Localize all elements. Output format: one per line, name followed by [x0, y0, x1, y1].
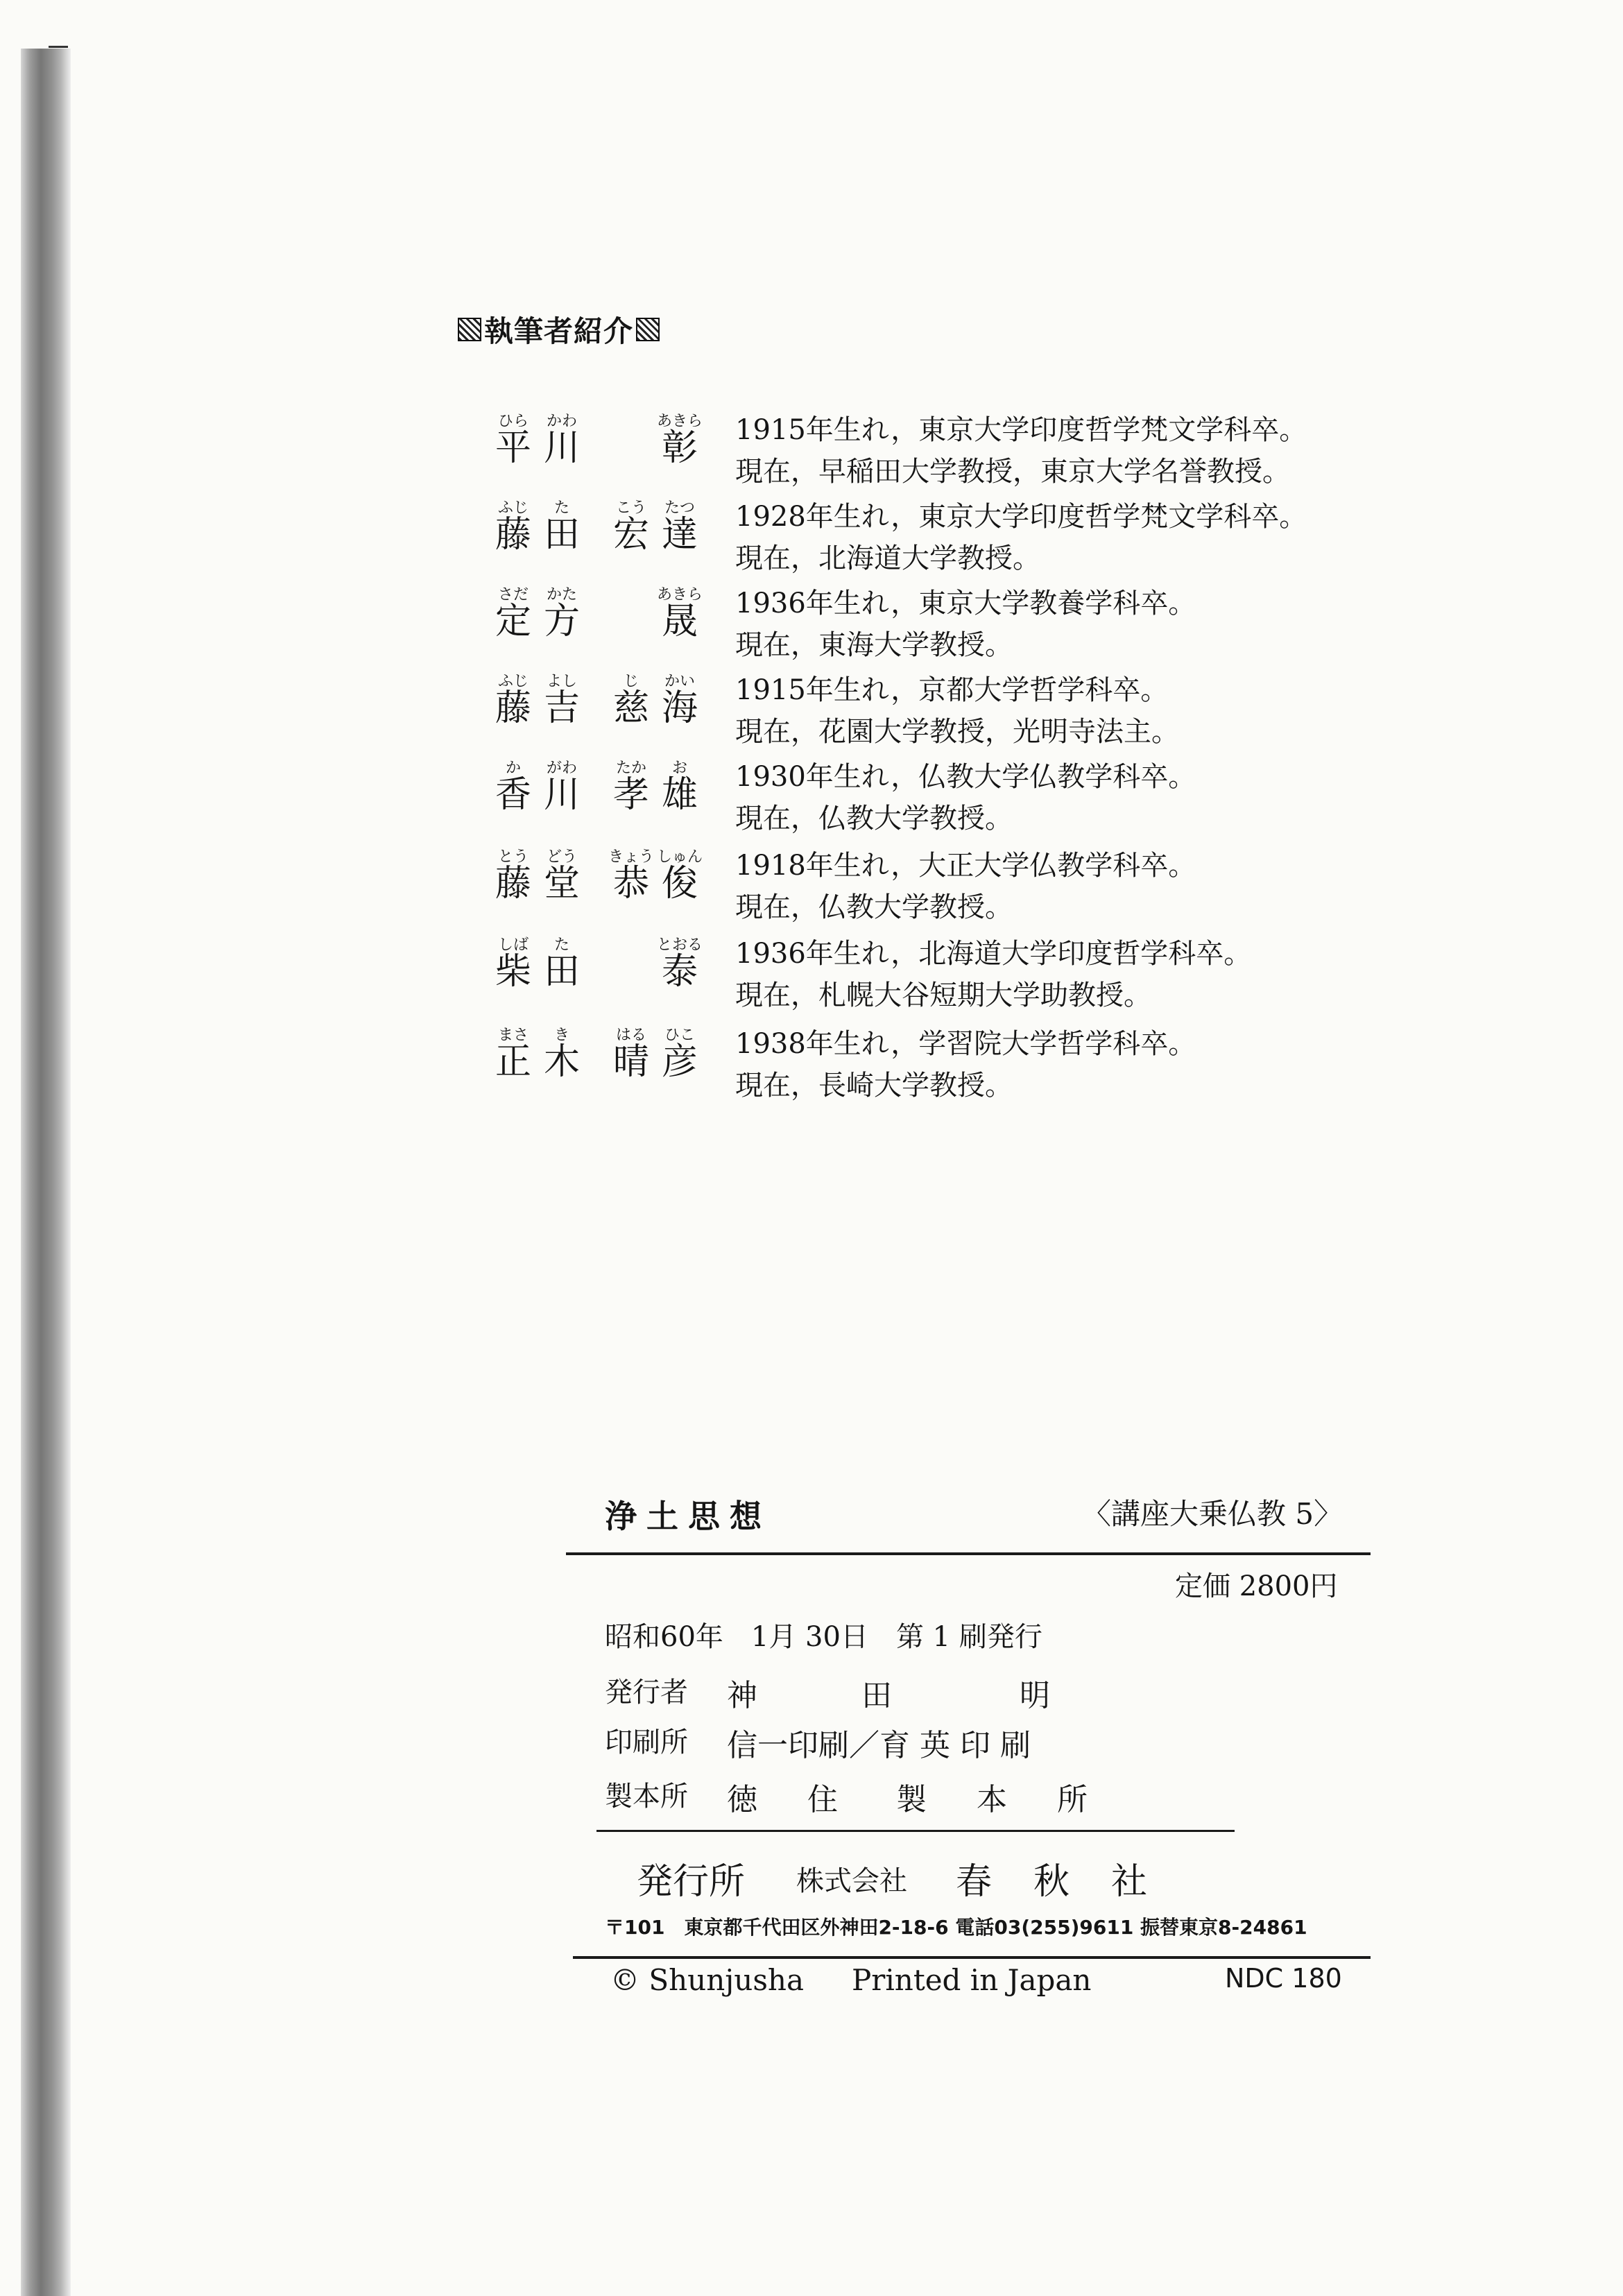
author-bio-position: 現在，長崎大学教授。	[735, 1070, 1013, 1102]
author-bio-position: 現在，北海道大学教授。	[735, 542, 1040, 574]
author-name-char: 定	[495, 601, 532, 642]
issue-date-text: 昭和60年 1月 30日 第 1 刷発行	[605, 1621, 1042, 1653]
ruby-reading: たつ	[664, 499, 696, 517]
series-title: 〈講座大乗仏教 5〉	[1082, 1497, 1343, 1531]
author-entry	[486, 756, 1387, 839]
binder-label: 製本所	[605, 1781, 688, 1813]
author-name-char: 晟	[661, 601, 698, 642]
publisher-name: 春秋社	[956, 1861, 1190, 1903]
ruby-reading: しば	[497, 936, 529, 954]
author-name	[486, 951, 714, 1000]
ruby-reading: とおる	[656, 936, 703, 954]
author-name-char: 平	[495, 427, 532, 469]
ruby-reading: こう	[615, 499, 647, 517]
author-name-char: 柴	[495, 951, 532, 993]
author-name	[486, 863, 714, 911]
author-entry	[486, 496, 1387, 579]
ruby-reading: あきら	[656, 586, 703, 603]
author-bio-education: 1915年生れ，京都大学哲学科卒。	[735, 674, 1169, 706]
author-name-char: 吉	[543, 687, 581, 729]
ruby-reading: がわ	[546, 760, 578, 777]
colophon-rule-bottom	[573, 1956, 1371, 1959]
author-name-char: 田	[543, 514, 581, 556]
binder-char: 住	[807, 1782, 838, 1817]
ruby-reading: とう	[497, 848, 529, 866]
colophon-rule-middle	[596, 1830, 1235, 1832]
author-bio-education: 1930年生れ，仏教大学仏教学科卒。	[735, 761, 1196, 793]
author-name-char: 雄	[661, 774, 698, 816]
author-entry	[486, 409, 1387, 492]
author-entry	[486, 845, 1387, 928]
ruby-reading: たか	[615, 760, 647, 777]
author-name-char: 香	[495, 774, 532, 816]
author-name-char: 達	[661, 514, 698, 556]
author-name-char: 彦	[661, 1041, 698, 1083]
ruby-reading: かわ	[546, 413, 578, 430]
hatched-square-icon	[636, 318, 660, 341]
author-bio	[735, 409, 1307, 492]
publisher-label: 発行所	[637, 1861, 746, 1903]
author-name-char: 彰	[661, 427, 698, 469]
ruby-reading: た	[553, 936, 570, 954]
author-bio-position: 現在，早稲田大学教授，東京大学名誉教授。	[735, 456, 1290, 488]
author-bio-position: 現在，花園大学教授，光明寺法主。	[735, 716, 1179, 748]
author-name-char: 木	[543, 1041, 581, 1083]
author-name	[486, 514, 714, 563]
ruby-reading: お	[671, 760, 688, 777]
author-name-char: 正	[495, 1041, 532, 1083]
author-name-char: 川	[543, 774, 581, 816]
author-bio-position: 現在，仏教大学教授。	[735, 891, 1013, 923]
author-bio-education: 1936年生れ，北海道大学印度哲学科卒。	[735, 938, 1252, 970]
author-name-char: 藤	[495, 863, 532, 905]
author-name	[486, 1041, 714, 1090]
ruby-reading: よし	[546, 673, 578, 690]
ruby-reading: まさ	[497, 1027, 529, 1044]
author-bio-education: 1936年生れ，東京大学教養学科卒。	[735, 588, 1196, 619]
section-title-text: 執筆者紹介	[484, 314, 634, 348]
author-bio	[735, 496, 1307, 579]
author-bio	[735, 583, 1196, 666]
ruby-reading: き	[553, 1027, 570, 1044]
ruby-reading: あきら	[656, 413, 703, 430]
page-spine-shadow	[21, 49, 71, 2296]
ruby-reading: た	[553, 499, 570, 517]
hatched-square-icon	[458, 318, 481, 341]
colophon-rule-top	[566, 1552, 1371, 1555]
author-bio	[735, 933, 1251, 1016]
author-bio-position: 現在，仏教大学教授。	[735, 803, 1013, 834]
publisher-kind: 株式会社	[796, 1865, 907, 1897]
ruby-reading: どう	[546, 848, 578, 866]
author-bio-education: 1918年生れ，大正大学仏教学科卒。	[735, 850, 1196, 882]
author-name-char: 孝	[612, 774, 650, 816]
author-bio-education: 1915年生れ，東京大学印度哲学梵文学科卒。	[735, 414, 1307, 446]
author-name-char: 慈	[612, 687, 650, 729]
price: 定価 2800円	[1175, 1570, 1338, 1602]
author-name	[486, 774, 714, 823]
author-entry	[486, 1023, 1387, 1106]
author-bio	[735, 669, 1179, 753]
author-name-char: 田	[543, 951, 581, 993]
ruby-reading: か	[505, 760, 522, 777]
author-bio-education: 1928年生れ，東京大学印度哲学梵文学科卒。	[735, 501, 1307, 533]
ndc-code: NDC 180	[1225, 1963, 1342, 1994]
author-name-char: 海	[661, 687, 698, 729]
author-name-char: 方	[543, 601, 581, 642]
author-name-char: 堂	[543, 863, 581, 905]
author-name	[486, 427, 714, 476]
binder-char: 徳	[727, 1782, 757, 1817]
ruby-reading: ふじ	[497, 673, 529, 690]
printed-in: Printed in Japan	[852, 1963, 1092, 1997]
ruby-reading: しゅん	[656, 848, 703, 866]
author-name	[486, 601, 714, 649]
author-name-char: 恭	[612, 863, 650, 905]
ruby-reading: かい	[664, 673, 696, 690]
ruby-reading: はる	[615, 1027, 647, 1044]
ruby-reading: ひら	[497, 413, 529, 430]
ruby-reading: きょう	[608, 848, 655, 866]
author-bio-position: 現在，東海大学教授。	[735, 629, 1013, 661]
ruby-reading: ひこ	[664, 1027, 696, 1044]
binder-char: 本	[977, 1782, 1007, 1817]
author-bio	[735, 756, 1196, 839]
ruby-reading: さだ	[497, 586, 529, 603]
publisher-address: 〒101 東京都千代田区外神田2-18-6 電話03(255)9611 振替東京8-24861	[605, 1916, 1307, 1939]
publisher-person-label: 発行者	[605, 1677, 688, 1708]
author-name-char: 宏	[612, 514, 650, 556]
author-bio	[735, 845, 1196, 928]
printer-name: 信一印刷／育 英 印 刷	[727, 1728, 1031, 1763]
section-title	[458, 309, 660, 350]
author-entry	[486, 583, 1387, 666]
author-bio-position: 現在，札幌大谷短期大学助教授。	[735, 979, 1151, 1011]
publisher-person-char: 田	[861, 1678, 892, 1713]
author-name-char: 藤	[495, 514, 532, 556]
printer-label: 印刷所	[605, 1727, 688, 1758]
author-name-char: 藤	[495, 687, 532, 729]
author-bio	[735, 1023, 1196, 1106]
author-bio-education: 1938年生れ，学習院大学哲学科卒。	[735, 1028, 1196, 1060]
author-name-char: 晴	[612, 1041, 650, 1083]
publisher-person-char: 神	[727, 1678, 757, 1713]
book-title: 浄土思想	[605, 1498, 771, 1535]
author-name	[486, 687, 714, 736]
author-name-char: 川	[543, 427, 581, 469]
author-name-char: 泰	[661, 951, 698, 993]
ruby-reading: かた	[546, 586, 578, 603]
binder-char: 所	[1057, 1782, 1088, 1817]
author-name-char: 俊	[661, 863, 698, 905]
ruby-reading: じ	[623, 673, 639, 690]
author-entry	[486, 669, 1387, 753]
page-corner-mark	[49, 46, 68, 48]
author-entry	[486, 933, 1387, 1016]
ruby-reading: ふじ	[497, 499, 529, 517]
publisher-person-char: 明	[1020, 1678, 1050, 1713]
binder-char: 製	[896, 1782, 927, 1817]
copyright: © Shunjusha	[610, 1963, 804, 1997]
